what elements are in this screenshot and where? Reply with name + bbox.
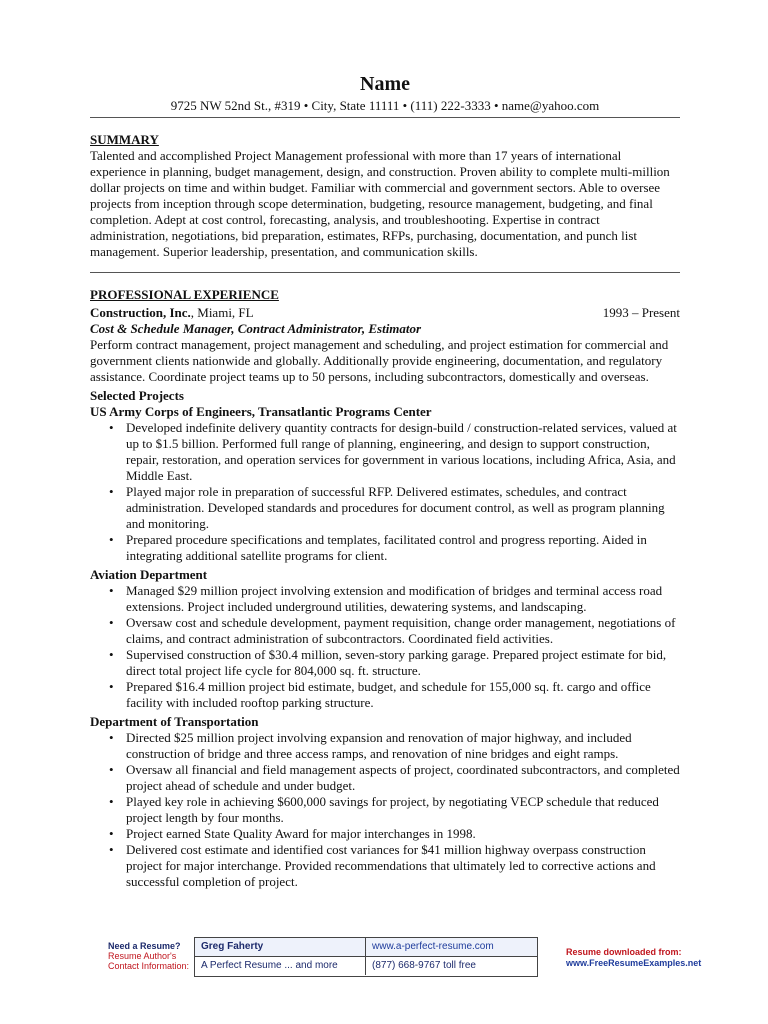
project-group-heading: Department of Transportation: [90, 714, 259, 729]
download-site-link[interactable]: www.FreeResumeExamples.net: [566, 958, 702, 968]
author-brand: A Perfect Resume ... and more: [195, 957, 366, 975]
author-name: Greg Faherty: [195, 938, 366, 957]
footer-label-line3: Contact Information:: [108, 961, 190, 971]
job-line: [90, 305, 680, 321]
summary-text: Talented and accomplished Project Management professional with more than 17 years of international experience in planning, budget management, design, and construction. Proven ability to complete multi-million dollar projects on time and within budget. Familiar with commercial and government sectors. Able to oversee projects from inception through scope determination, budgeting, resource management, budgeting, and final completion. Adept at cost control, forecasting, analysis, and troubleshooting. Expertise in contract administration, negotiations, bid preparation, estimates, RFPs, purchasing, documentation, and punch list management. Superior leadership, presentation, and communication skills.: [90, 148, 670, 259]
list-item: • Prepared $16.4 million project bid estimate, budget, and schedule for 155,000 sq. ft. cargo and office facility with included rooftop parking structure.: [90, 679, 680, 711]
job-dates: 1993 – Present: [602, 305, 680, 320]
footer-label-line1: Need a Resume?: [108, 941, 181, 951]
project-group-heading: US Army Corps of Engineers, Transatlantic Programs Center: [90, 404, 432, 419]
selected-projects-label: Selected Projects: [90, 388, 184, 403]
list-item: • Delivered cost estimate and identified cost variances for $41 million highway overpass construction project for major interchange. Provided recommendations that ultimately led to corrective actions and successful completion of project.: [90, 842, 680, 890]
list-item: • Managed $29 million project involving extension and modification of bridges and terminal access road extensions. Project included underground utilities, dewatering systems, and landscaping.: [90, 583, 680, 615]
company-name: Construction, Inc.: [90, 305, 191, 320]
list-item: • Played key role in achieving $600,000 savings for project, by negotiating VECP schedule that reduced project length by four months.: [90, 794, 680, 826]
footer-label: [108, 941, 192, 971]
download-label: Resume downloaded from:: [566, 947, 682, 957]
list-item: • Oversaw cost and schedule development, payment requisition, change order management, negotiations of claims, and contract administration of subcontractors. Coordinated field activities.: [90, 615, 680, 647]
company-line: [90, 305, 254, 321]
list-item: • Oversaw all financial and field management aspects of project, coordinated subcontractors, and completed project ahead of schedule and under budget.: [90, 762, 680, 794]
list-item: • Played major role in preparation of successful RFP. Delivered estimates, schedules, and contract administration. Developed standards and procedures for document control, as well as program planning and monitoring.: [90, 484, 680, 532]
project-groups: [90, 404, 680, 890]
footer-label-line2: Resume Author's: [108, 951, 177, 961]
resume-page: [90, 70, 680, 890]
download-source: [566, 947, 736, 969]
list-item: • Project earned State Quality Award for major interchanges in 1998.: [90, 826, 680, 842]
project-bullet-list: [90, 420, 680, 564]
list-item: • Developed indefinite delivery quantity contracts for design-build / construction-related services, valued at up to $1.5 billion. Performed full range of planning, engineering, and design to support construction, repair, restoration, and operation services for government in various locations, including Africa, Asia, and Middle East.: [90, 420, 680, 484]
list-item: • Directed $25 million project involving expansion and renovation of major highway, and included construction of bridge and three access ramps, and renovation of nine bridges and eight ramps.: [90, 730, 680, 762]
experience-title: PROFESSIONAL EXPERIENCE: [90, 287, 279, 302]
project-group-heading: Aviation Department: [90, 567, 208, 582]
list-item: • Prepared procedure specifications and templates, facilitated control and progress reporting. Aided in integrating additional satellite programs for client.: [90, 532, 680, 564]
author-website-link[interactable]: www.a-perfect-resume.com: [366, 938, 537, 957]
footer-banner: [108, 935, 728, 981]
author-phone: (877) 668-9767 toll free: [372, 960, 476, 971]
summary-title: SUMMARY: [90, 132, 159, 147]
header-divider: [90, 117, 680, 118]
job-title: Cost & Schedule Manager, Contract Administrator, Estimator: [90, 321, 422, 336]
company-location: , Miami, FL: [190, 305, 254, 320]
resume-name: Name: [360, 73, 410, 95]
contact-line: 9725 NW 52nd St., #319 • City, State 11111 • (111) 222-3333 • name@yahoo.com: [170, 98, 600, 113]
author-contact-box: [194, 937, 538, 977]
project-bullet-list: [90, 730, 680, 890]
list-item: • Supervised construction of $30.4 million, seven-story parking garage. Prepared project estimate for bid, direct total project life cycle for 804,000 sq. ft. structure.: [90, 647, 680, 679]
job-description: Perform contract management, project management and scheduling, and project estimation for commercial and government clients nationwide and globally. Additionally provide engineering, documentation, and regulatory assistance. Coordinate project teams up to 50 persons, including subcontractors, domestically and overseas.: [90, 337, 669, 384]
project-bullet-list: [90, 583, 680, 711]
summary-divider: [90, 272, 680, 273]
